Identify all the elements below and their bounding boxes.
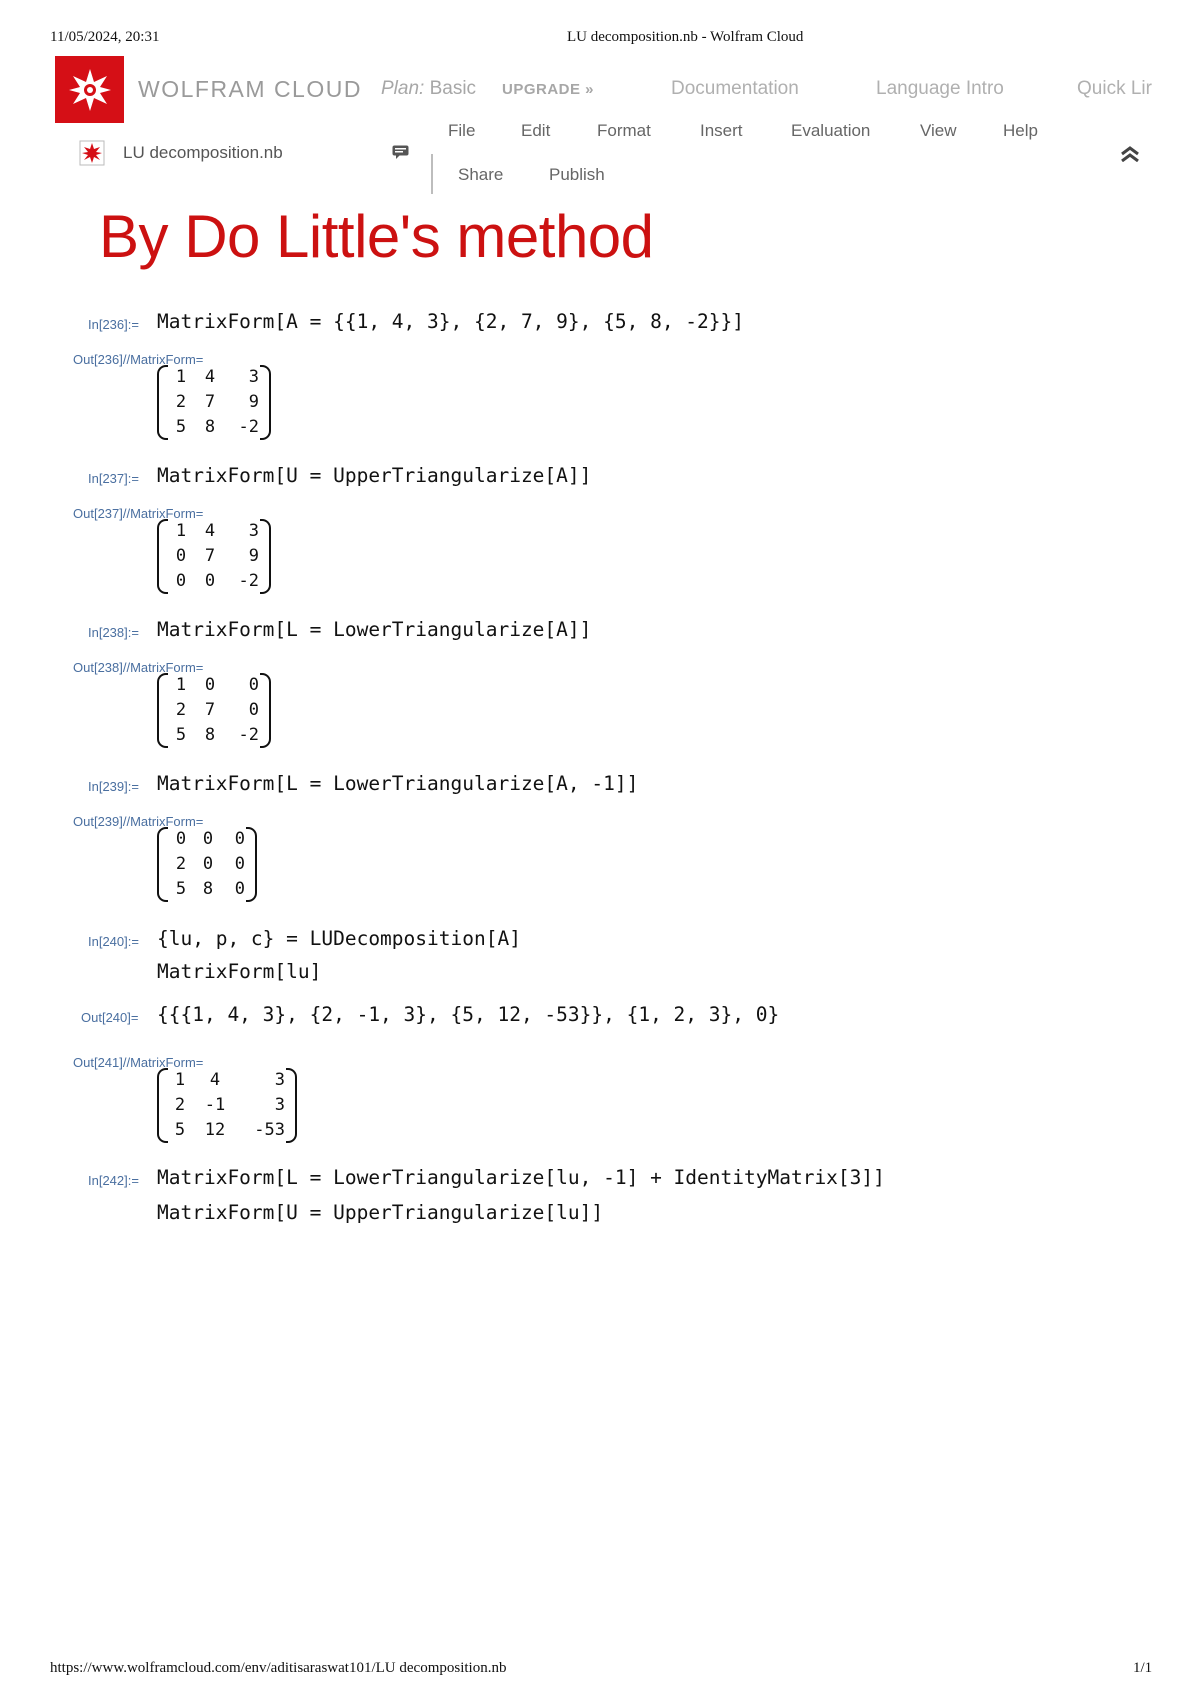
- nav-documentation[interactable]: Documentation: [671, 78, 799, 99]
- matrix-cell: 1: [175, 367, 187, 387]
- output-matrix[interactable]: [157, 1068, 297, 1143]
- matrix-cell: 3: [248, 521, 259, 541]
- matrix-cell: 0: [202, 854, 214, 874]
- input-label: In[239]:=: [88, 779, 139, 794]
- input-label: In[236]:=: [88, 317, 139, 332]
- matrix-cell: 4: [204, 521, 216, 541]
- collapse-toolbar-icon[interactable]: [1120, 146, 1140, 162]
- menu-help[interactable]: Help: [1003, 121, 1038, 140]
- matrix-cell: 3: [248, 367, 259, 387]
- matrix-cell: 1: [174, 1070, 186, 1090]
- matrix-cell: 8: [202, 879, 214, 899]
- output-cell[interactable]: {{{1, 4, 3}, {2, -1, 3}, {5, 12, -53}}, {1, 2, 3}, 0}: [157, 1003, 780, 1026]
- output-matrix[interactable]: [157, 365, 271, 440]
- output-label: Out[241]//MatrixForm=: [73, 1055, 204, 1070]
- output-label: Out[238]//MatrixForm=: [73, 660, 204, 675]
- plan-prefix: Plan:: [381, 78, 425, 99]
- upgrade-link[interactable]: UPGRADE »: [502, 81, 595, 98]
- matrix-cell: 0: [248, 675, 259, 695]
- output-label: Out[239]//MatrixForm=: [73, 814, 204, 829]
- matrix-cell: 3: [274, 1095, 285, 1115]
- matrix-bracket-right: [286, 1068, 297, 1143]
- matrix-cell: 0: [234, 829, 245, 849]
- matrix-cell: 8: [204, 417, 216, 437]
- notebook-icon: [79, 140, 105, 166]
- matrix-cell: 2: [174, 1095, 186, 1115]
- matrix-cell: 3: [274, 1070, 285, 1090]
- input-cell[interactable]: MatrixForm[A = {{1, 4, 3}, {2, 7, 9}, {5, 8, -2}}]: [157, 310, 744, 333]
- matrix-cell: 5: [175, 417, 187, 437]
- wolfram-spikey-icon: [67, 67, 113, 113]
- brand-name[interactable]: WOLFRAM CLOUD: [138, 76, 362, 102]
- print-datetime: 11/05/2024, 20:31: [50, 29, 160, 45]
- matrix-cell: 9: [248, 546, 259, 566]
- matrix-cell: 8: [204, 725, 216, 745]
- matrix-bracket-left: [157, 519, 168, 594]
- matrix-cell: 4: [209, 1070, 221, 1090]
- matrix-cell: 5: [175, 725, 187, 745]
- matrix-cell: 0: [204, 675, 216, 695]
- matrix-cell: 12: [204, 1120, 226, 1140]
- matrix-cell: 0: [175, 546, 187, 566]
- matrix-cell: 2: [175, 700, 187, 720]
- matrix-cell: 0: [234, 879, 245, 899]
- comment-icon[interactable]: [392, 145, 409, 159]
- input-cell[interactable]: MatrixForm[L = LowerTriangularize[lu, -1] + IdentityMatrix[3]]: [157, 1166, 885, 1189]
- plan-indicator[interactable]: [381, 78, 476, 100]
- nav-quick-links[interactable]: Quick Lir: [1077, 78, 1152, 99]
- input-cell[interactable]: MatrixForm[L = LowerTriangularize[A]]: [157, 618, 592, 641]
- matrix-cell: 0: [234, 854, 245, 874]
- input-cell[interactable]: MatrixForm[U = UpperTriangularize[A]]: [157, 464, 592, 487]
- output-matrix[interactable]: [157, 827, 257, 902]
- print-footer-url: https://www.wolframcloud.com/env/aditisaraswat101/LU decomposition.nb: [50, 1660, 507, 1676]
- input-label: In[238]:=: [88, 625, 139, 640]
- nav-language-intro[interactable]: Language Intro: [876, 78, 1004, 99]
- input-label: In[237]:=: [88, 471, 139, 486]
- output-matrix[interactable]: [157, 673, 271, 748]
- matrix-cell: 5: [174, 1120, 186, 1140]
- input-label: In[242]:=: [88, 1173, 139, 1188]
- print-page-number: 1/1: [1133, 1660, 1153, 1676]
- plan-value: Basic: [429, 78, 477, 99]
- matrix-cell: 5: [175, 879, 187, 899]
- output-label: Out[236]//MatrixForm=: [73, 352, 204, 367]
- matrix-cell: -2: [238, 725, 259, 745]
- matrix-bracket-right: [260, 673, 271, 748]
- matrix-cell: 2: [175, 392, 187, 412]
- matrix-cell: 7: [204, 392, 216, 412]
- matrix-cell: 0: [202, 829, 214, 849]
- matrix-cell: 0: [175, 571, 187, 591]
- menu-edit[interactable]: Edit: [521, 121, 551, 140]
- matrix-bracket-left: [157, 673, 168, 748]
- input-cell[interactable]: {lu, p, c} = LUDecomposition[A]: [157, 927, 521, 950]
- matrix-cell: 0: [248, 700, 259, 720]
- matrix-cell: 4: [204, 367, 216, 387]
- menu-view[interactable]: View: [920, 121, 957, 140]
- matrix-bracket-left: [157, 365, 168, 440]
- matrix-cell: 7: [204, 700, 216, 720]
- matrix-cell: 1: [175, 521, 187, 541]
- matrix-cell: -53: [254, 1120, 285, 1140]
- menu-evaluation[interactable]: Evaluation: [791, 121, 871, 140]
- matrix-cell: 9: [248, 392, 259, 412]
- wolfram-logo[interactable]: [55, 56, 124, 123]
- output-label: Out[237]//MatrixForm=: [73, 506, 204, 521]
- output-label: Out[240]=: [81, 1010, 139, 1025]
- matrix-cell: -2: [238, 571, 259, 591]
- matrix-cell: -2: [238, 417, 259, 437]
- matrix-bracket-right: [260, 365, 271, 440]
- matrix-bracket-left: [157, 1068, 168, 1143]
- input-cell[interactable]: MatrixForm[L = LowerTriangularize[A, -1]]: [157, 772, 639, 795]
- notebook-title[interactable]: By Do Little's method: [99, 203, 654, 270]
- matrix-bracket-right: [246, 827, 257, 902]
- menu-insert[interactable]: Insert: [700, 121, 743, 140]
- toolbar-divider: [431, 154, 433, 194]
- matrix-bracket-right: [260, 519, 271, 594]
- matrix-bracket-left: [157, 827, 168, 902]
- publish-button[interactable]: Publish: [549, 165, 605, 184]
- matrix-cell: -1: [204, 1095, 226, 1115]
- share-button[interactable]: Share: [458, 165, 504, 184]
- matrix-cell: 1: [175, 675, 187, 695]
- menu-format[interactable]: Format: [597, 121, 651, 140]
- matrix-cell: 0: [175, 829, 187, 849]
- input-cell-line[interactable]: MatrixForm[lu]: [157, 960, 322, 983]
- matrix-cell: 7: [204, 546, 216, 566]
- print-page-title: LU decomposition.nb - Wolfram Cloud: [567, 29, 804, 45]
- matrix-cell: 0: [204, 571, 216, 591]
- output-matrix[interactable]: [157, 519, 271, 594]
- input-label: In[240]:=: [88, 934, 139, 949]
- input-cell-line[interactable]: MatrixForm[U = UpperTriangularize[lu]]: [157, 1201, 604, 1224]
- notebook-name[interactable]: LU decomposition.nb: [123, 143, 283, 162]
- menu-file[interactable]: File: [448, 121, 476, 140]
- matrix-cell: 2: [175, 854, 187, 874]
